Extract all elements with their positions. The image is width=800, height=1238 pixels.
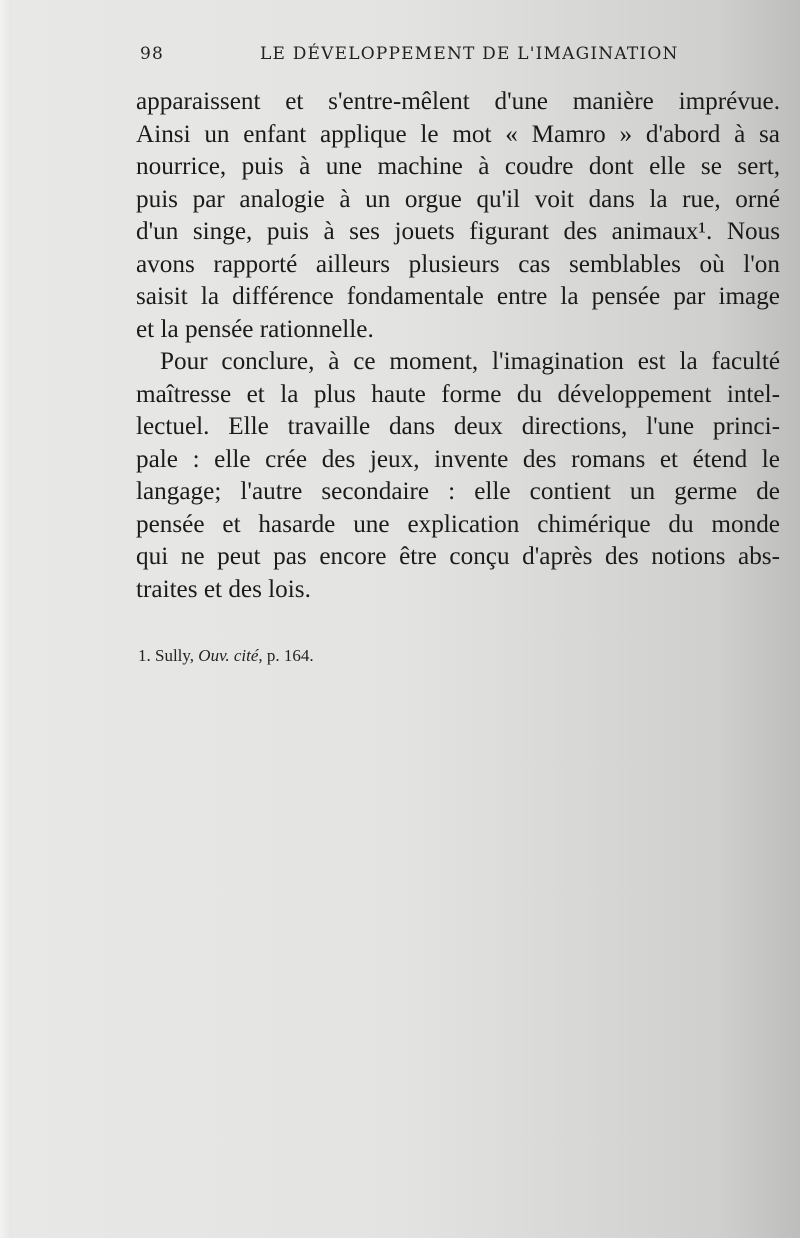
text-line: qui ne peut pas encore être conçu d'après des notions abs- (136, 543, 780, 570)
text-line: traites et des lois. (136, 575, 311, 603)
text-line: puis par analogie à un orgue qu'il voit dans la rue, orné (136, 185, 780, 213)
footnote (138, 646, 314, 666)
page-edge (0, 0, 12, 1238)
text-line: saisit la différence fondamentale entre la pensée par image (136, 283, 780, 310)
footnote-page: p. 164. (266, 646, 314, 665)
body-text (136, 86, 780, 606)
running-title: LE DÉVELOPPEMENT DE L'IMAGINATION (260, 44, 679, 64)
footnote-author: Sully, (155, 646, 195, 665)
footnote-number: 1. (138, 646, 151, 665)
page-header (140, 44, 680, 74)
text-line: apparaissent et s'entre-mêlent d'une manière imprévue. (136, 88, 780, 115)
text-line: nourrice, puis à une machine à coudre dont elle se sert, (136, 153, 780, 180)
footnote-work: Ouv. cité, (198, 646, 263, 665)
text-line: Ainsi un enfant applique le mot « Mamro » d'abord à sa (136, 120, 780, 148)
text-line: et la pensée rationnelle. (136, 315, 374, 343)
text-line: pensée et hasarde une explication chimérique du monde (136, 510, 780, 538)
text-line: avons rapporté ailleurs plusieurs cas semblables où l'on (136, 250, 780, 278)
text-line: langage; l'autre secondaire : elle contient un germe de (136, 478, 780, 505)
page-number: 98 (140, 44, 165, 64)
text-line: d'un singe, puis à ses jouets figurant des animaux¹. Nous (136, 218, 780, 245)
text-line: lectuel. Elle travaille dans deux directions, l'une princi- (136, 413, 780, 440)
text-line: maîtresse et la plus haute forme du développement intel- (136, 380, 780, 408)
paragraph-start-line: Pour conclure, à ce moment, l'imagination est la faculté (160, 348, 780, 375)
text-line: pale : elle crée des jeux, invente des romans et étend le (136, 445, 780, 473)
